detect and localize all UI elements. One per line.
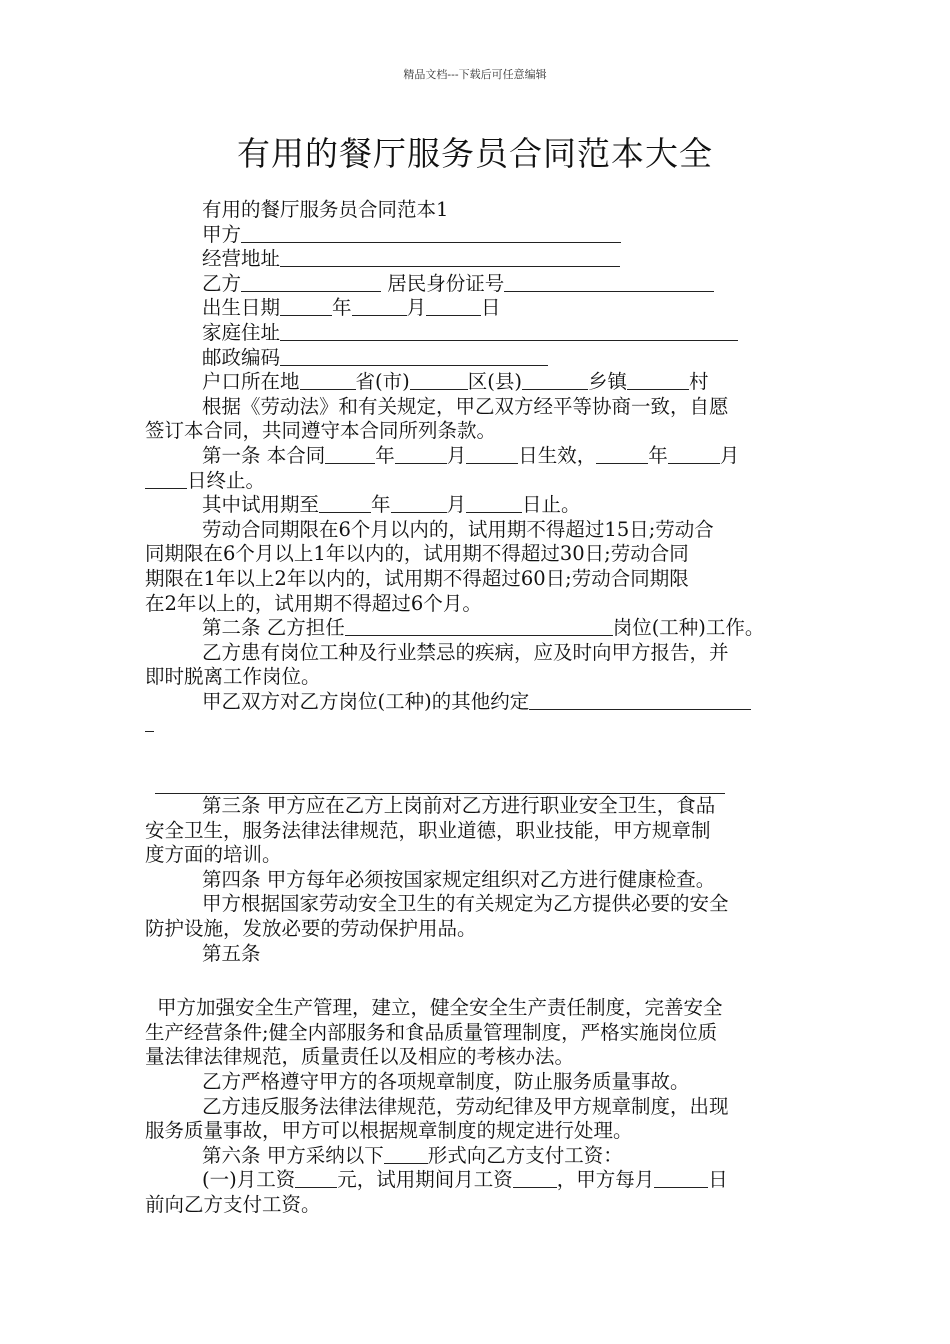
- end-year-blank[interactable]: [596, 445, 648, 464]
- header-note: 精品文档---下载后可任意编辑: [403, 68, 547, 81]
- paragraph-line: 服务质量事故，甲方可以根据规章制度的规定进行处理。: [145, 1119, 633, 1143]
- paragraph-line: 乙方严格遵守甲方的各项规章制度，防止服务质量事故。: [202, 1070, 690, 1093]
- home-address-blank[interactable]: [280, 322, 738, 341]
- paragraph-line: 期限在1年以上2年以内的，试用期不得超过60日;劳动合同期限: [145, 566, 689, 590]
- postal-code-blank[interactable]: [280, 347, 548, 366]
- other-agreement-continuation: [145, 714, 810, 739]
- paragraph-line: 安全卫生，服务法律法律规范，职业道德，职业技能，甲方规章制: [145, 818, 711, 842]
- continuation-dash: [145, 715, 154, 732]
- article-1-end-line: 日终止。: [145, 469, 810, 494]
- probation-year-blank[interactable]: [319, 494, 371, 513]
- district-blank[interactable]: [410, 371, 468, 390]
- party-a-line: 甲方: [145, 223, 810, 248]
- paragraph-line: 第四条 甲方每年必须按国家规定组织对乙方进行健康检查。: [202, 867, 716, 891]
- position-blank[interactable]: [345, 617, 613, 636]
- article-5-heading: 第五条: [202, 941, 261, 965]
- home-address-line: 家庭住址: [145, 321, 810, 346]
- birth-day-blank[interactable]: [426, 297, 481, 316]
- household-line: 户口所在地 省(市) 区(县) 乡镇 村: [202, 370, 709, 394]
- probation-line: 其中试用期至 年 月 日止。: [202, 493, 581, 517]
- other-agreement-rule[interactable]: [155, 785, 725, 794]
- probation-month-blank[interactable]: [391, 494, 447, 513]
- contract-body: [145, 198, 810, 1218]
- probation-salary-blank[interactable]: [513, 1169, 557, 1188]
- salary-line: (一)月工资 元，试用期间月工资 ，甲方每月 日: [202, 1168, 728, 1192]
- article-6-line: 第六条 甲方采纳以下 形式向乙方支付工资：: [202, 1143, 623, 1167]
- paragraph-line: 度方面的培训。: [145, 843, 282, 867]
- birth-month-blank[interactable]: [352, 297, 407, 316]
- party-b-line: 乙方 居民身份证号: [145, 272, 810, 297]
- end-month-blank[interactable]: [668, 445, 720, 464]
- start-year-blank[interactable]: [325, 445, 375, 464]
- paragraph-line: 前向乙方支付工资。: [145, 1192, 321, 1216]
- end-day-blank[interactable]: [145, 470, 187, 489]
- pay-day-blank[interactable]: [654, 1169, 708, 1188]
- paragraph-line: 第三条 甲方应在乙方上岗前对乙方进行职业安全卫生，食品: [202, 794, 716, 818]
- paragraph-line: 劳动合同期限在6个月以内的，试用期不得超过15日;劳动合: [202, 517, 714, 541]
- start-month-blank[interactable]: [395, 445, 447, 464]
- paragraph-line: 即时脱离工作岗位。: [145, 665, 321, 689]
- birth-date-line: 出生日期 年 月 日: [202, 296, 501, 320]
- other-agreement-line: 甲乙双方对乙方岗位(工种)的其他约定: [145, 690, 810, 715]
- paragraph-line: 在2年以上的，试用期不得超过6个月。: [145, 591, 482, 615]
- paragraph-line: 同期限在6个月以上1年以内的，试用期不得超过30日;劳动合同: [145, 542, 689, 566]
- business-address-blank[interactable]: [280, 248, 620, 267]
- birth-year-blank[interactable]: [280, 297, 332, 316]
- paragraph-line: 乙方违反服务法律法律规范，劳动纪律及甲方规章制度，出现: [202, 1094, 729, 1118]
- business-address-line: 经营地址: [145, 247, 810, 272]
- village-blank[interactable]: [627, 371, 689, 390]
- paragraph-line: 生产经营条件;健全内部服务和食品质量管理制度，严格实施岗位质: [145, 1020, 718, 1044]
- postal-code-line: 邮政编码: [145, 346, 810, 371]
- article-1-line: 第一条 本合同 年 月 日生效， 年 月: [202, 443, 740, 467]
- other-agreement-blank[interactable]: [529, 691, 751, 710]
- paragraph-line: 量法律法律规范，质量责任以及相应的考核办法。: [145, 1045, 575, 1069]
- article-2-line: 第二条 乙方担任 岗位(工种)工作。: [202, 616, 765, 640]
- monthly-salary-blank[interactable]: [295, 1169, 337, 1188]
- paragraph-line: 甲方根据国家劳动安全卫生的有关规定为乙方提供必要的安全: [202, 892, 729, 916]
- paragraph-line: 签订本合同，共同遵守本合同所列条款。: [145, 419, 497, 443]
- contract-subtitle: 有用的餐厅服务员合同范本1: [202, 198, 449, 221]
- document-title: 有用的餐厅服务员合同范本大全: [237, 134, 713, 173]
- paragraph-line: 甲方加强安全生产管理，建立，健全安全生产责任制度，完善安全: [157, 996, 723, 1020]
- party-b-blank[interactable]: [241, 273, 381, 292]
- id-number-blank[interactable]: [504, 273, 714, 292]
- province-blank[interactable]: [300, 371, 356, 390]
- paragraph-line: 根据《劳动法》和有关规定，甲乙双方经平等协商一致，自愿: [202, 394, 729, 418]
- probation-day-blank[interactable]: [466, 494, 522, 513]
- paragraph-line: 防护设施，发放必要的劳动保护用品。: [145, 917, 477, 941]
- paragraph-line: 乙方患有岗位工种及行业禁忌的疾病，应及时向甲方报告，并: [202, 640, 729, 664]
- party-a-blank[interactable]: [241, 224, 621, 243]
- start-day-blank[interactable]: [466, 445, 518, 464]
- payment-form-blank[interactable]: [384, 1145, 428, 1164]
- township-blank[interactable]: [522, 371, 588, 390]
